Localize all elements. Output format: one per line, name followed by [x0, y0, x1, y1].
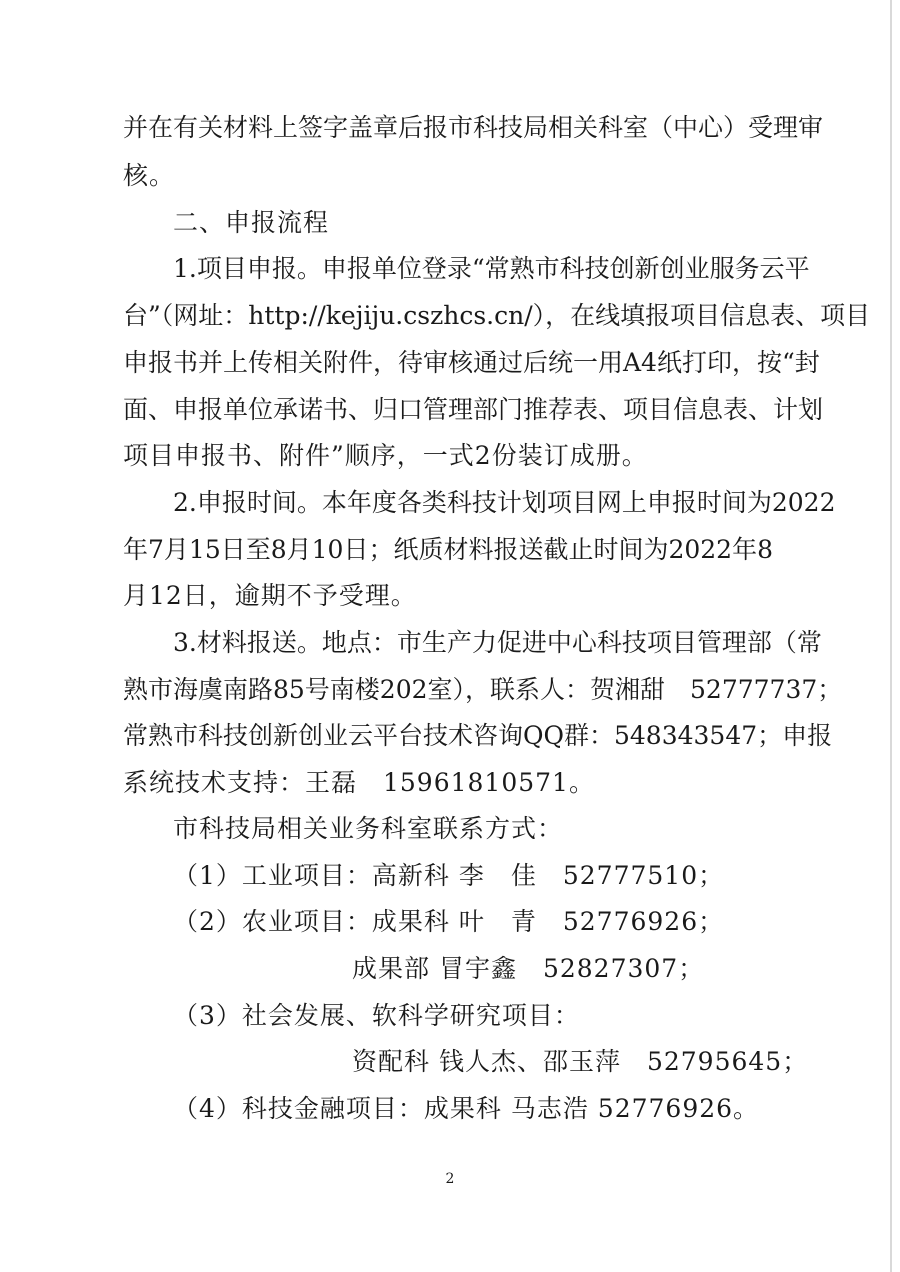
contact-item: （4）科技金融项目：成果科 马志浩 52776926。 — [173, 1094, 760, 1123]
contact-item: 成果部 冒宇鑫 52827307； — [352, 954, 705, 983]
paragraph-line: 台”（网址：http://kejiju.cszhcs.cn/），在线填报项目信息表、项目 — [123, 301, 871, 330]
page-number: 2 — [445, 1171, 455, 1187]
paragraph-line: 月12日，逾期不予受理。 — [123, 581, 417, 610]
paragraph-line: 年7月15日至8月10日；纸质材料报送截止时间为2022年8 — [123, 535, 773, 564]
page-edge — [890, 0, 892, 1272]
contact-item: 资配科 钱人杰、邵玉萍 52795645； — [352, 1047, 809, 1076]
paragraph-line: 1.项目申报。申报单位登录“常熟市科技创新创业服务云平 — [173, 254, 810, 283]
paragraph-line: 常熟市科技创新创业云平台技术咨询QQ群：548343547；申报 — [123, 721, 833, 750]
contact-item: （2）农业项目：成果科 叶 青 52776926； — [173, 907, 725, 936]
paragraph-line: 系统技术支持：王磊 15961810571。 — [123, 768, 595, 797]
contact-item: （3）社会发展、软科学研究项目： — [173, 1001, 580, 1030]
paragraph-line: 3.材料报送。地点：市生产力促进中心科技项目管理部（常 — [173, 628, 822, 657]
paragraph-line: 2.申报时间。本年度各类科技计划项目网上申报时间为2022 — [173, 488, 836, 517]
paragraph-line: 熟市海虞南路85号南楼202室），联系人：贺湘甜 52777737； — [123, 675, 843, 704]
paragraph-line: 申报书并上传相关附件，待审核通过后统一用A4纸打印，按“封 — [123, 348, 820, 377]
section-heading: 二、申报流程 — [173, 208, 330, 237]
paragraph-line: 面、申报单位承诺书、归口管理部门推荐表、项目信息表、计划 — [123, 395, 824, 424]
contacts-intro: 市科技局相关业务科室联系方式： — [173, 814, 564, 843]
paragraph-line: 核。 — [123, 161, 176, 190]
paragraph-line: 并在有关材料上签字盖章后报市科技局相关科室（中心）受理审 — [123, 113, 824, 142]
contact-item: （1）工业项目：高新科 李 佳 52777510； — [173, 861, 725, 890]
paragraph-line: 项目申报书、附件”顺序，一式2份装订成册。 — [123, 441, 648, 470]
